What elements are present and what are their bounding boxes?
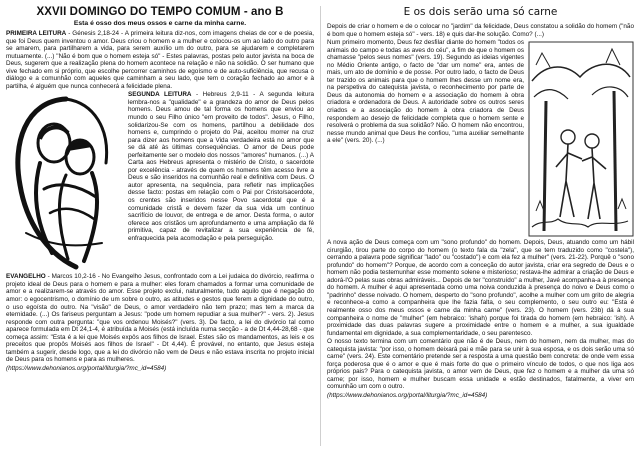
article-illustrated-block bbox=[327, 39, 634, 239]
couple-embrace-illustration bbox=[6, 93, 124, 271]
gospel-label: EVANGELHO bbox=[6, 273, 46, 281]
readings-block bbox=[6, 30, 314, 273]
article-title: E os dois serão uma só carne bbox=[403, 6, 558, 18]
second-reading-text: - Hebreus 2,9-11 - A segunda leitura lembra-nos a "qualidade" e a grandeza do amor de Deus pelos homens. Deus amou de tal forma os homens que enviou ao mundo o seu Filho único "em proveito de todos". Jesus, o Filho, solidarizou-Se com os homens, partilhou a debilidade dos homens e, cumprindo o projeto do Pai, aceitou morrer na cruz para dizer aos homens que a Vida verdadeira está no amor que se dá até às últimas consequências. O amor de Deus pode perfeitamente ser o modelo dos nossos "amores" humanos. (...) A Carta aos Hebreus apresenta o mistério de Cristo, o sacerdote por excelência - através de quem os homens têm acesso livre a Deus e são inseridos na comunhão real e definitiva com Deus. O autor apresenta, na sequência, para refletir nas implicações desse facto: postas em relação com o Pai por Cristo/sacerdote, os crentes são inseridos nesse Povo sacerdotal que é a comunidade cristã e devem fazer da sua vida um contínuo sacrifício de louvor, de entrega e de amor. Desta forma, o autor oferece aos cristãos um aprofundamento e uma ampliação da fé primitiva, capaz de revitalizar a sua experiência de fé, enfraquecida pela acomodação e pela perseguição. bbox=[128, 91, 314, 242]
left-source-link[interactable]: (https://www.dehonianos.org/portal/liturgia/?mc_id=4584) bbox=[6, 364, 167, 372]
left-column bbox=[6, 6, 314, 373]
second-reading-label: SEGUNDA LEITURA bbox=[128, 91, 192, 99]
gospel bbox=[6, 273, 314, 364]
page-subtitle: Esta é osso dos meus ossos e carne da minha carne. bbox=[73, 20, 247, 27]
article-paragraph-3: A nova ação de Deus começa com um "sono profundo" do homem. Depois, Deus, atuando como um hábil cirurgião, tirou parte do corpo do homem (o texto fala da "zela", que se tem traduzido como "costela"), cerrando a palavra pode significar "lado" ou "costado") e com ela fez a mulher" (vers. 21-22). Porquê o "sono profundo" do homem"? Porque, de acordo com a conceção do autor javista, criar era segredo de Deus e o homem não podia testemunhar esse momento solene e misterioso; restava-lhe admirar a criação de Deus e adorá-l'O pelas suas obras admiráveis... Depois de ter "construído" a mulher, Javé acompanha-a à presença do homem. A mulher é aqui apresentada como uma noiva conduzida à presença do noivo e Deus como o "padrinho" desse noivado. O homem, desperto do "sono profundo", acolhe a mulher com um grito de alegria e reconhece-a como a companheira que lhe fazia falta, o seu complemento, o seu outro eu: "Esta é realmente osso dos meus ossos e carne da minha carne" (vers. 23). O homem (vers. 23b) dá à sua companheira o nome de "mulher" (em hebraico: 'ishah) porque foi tirada do homem (em hebraico: 'ish). A proximidade das duas palavras sugere a proximidade entre o homem e a mulher, a sua igualdade fundamental em dignidade, a sua complementaridade, o seu parentesco. bbox=[327, 239, 634, 337]
page-title: XXVII DOMINGO DO TEMPO COMUM - ano B bbox=[36, 6, 284, 18]
article-paragraph-1: Depois de criar o homem e de o colocar no "jardim" da felicidade, Deus constatou a solidão do homem ("não é bom que o homem esteja só" - vers. 18) e quis dar-lhe solução. Como? (...) bbox=[327, 23, 634, 38]
garden-of-eden-illustration bbox=[528, 41, 634, 237]
first-reading-label: PRIMEIRA LEITURA bbox=[6, 30, 67, 37]
right-source-link[interactable]: (https://www.dehonianos.org/portal/liturgia/?mc_id=4584) bbox=[327, 392, 488, 400]
column-divider bbox=[320, 6, 321, 446]
article-paragraph-4: O nosso texto termina com um comentário que não é de Deus, nem do homem, nem da mulher, mas do catequista javista: "por isso, o homem deixará pai e mãe para se unir à sua esposa, e os dois serão uma só carne" (vers. 24). Este comentário pretende ser a resposta a uma questão bem concreta: de onde vem essa força poderosa que é o amor e que é mais forte do que o primeiro vínculo de todos, o que nos liga aos próprios pais? Para o catequista javista, o amor vem de Deus, que fez o homem e a mulher da uma só carne; por isso, homem e mulher buscam essa unidade e estão destinados, fatalmente, a viver em comunhão um com o outro. bbox=[327, 338, 634, 391]
right-column bbox=[327, 6, 634, 401]
gospel-text: - Marcos 10,2-16 - No Evangelho Jesus, confrontado com a Lei judaica do divórcio, reafirma o projeto ideal de Deus para o homem e para a mulher: eles foram chamados a formar uma comunidade de amor e a realizarem-se através do amor. Esse projeto exclui, naturalmente, tudo aquilo que é negação do amor: o egocentrismo, o domínio de um sobre o outro, as atitudes e gestos que ferem a dignidade do outro, o uso egoísta do outro. Na "visão" de Deus, o amor verdadeiro não tem prazo; mas tem a marca da eternidade. (...) Os fariseus perguntam a Jesus: "pode um homem repudiar a sua mulher?" - vers. 2). Jesus responde com outra pergunta: "que vos ordenou Moisés?" (vers. 3). De facto, a lei do divórcio tal como aparece formulada em Dt 24,1-4, é atribuída a Moisés (está incluída numa secção - a de Dt 4,44-28,68 - que começa assim: "Esta é a lei que Moisés expôs aos filhos de Israel. Estes são os mandamentos, as leis e os preceitos que propôs Moisés aos filhos de Israel" - Dt 4,44). É provável, no entanto, que Jesus esteja também a sugerir, desde logo, que a lei do divórcio não vem de Deus e não estava inscrita no projeto inicial de Deus para os homens e para as mulheres. bbox=[6, 273, 314, 364]
article-paragraph-2: Num primeiro momento, Deus fez desfilar diante do homem "todos os animais do campo e todas as aves do céu", a fim de que o homem os chamasse "pelos seus nomes" (vers. 19). Segundo as ideias vigentes no Médio Oriente antigo, o facto de "dar um nome" era, antes de mais, um ato de domínio e de posse. Por outro lado, o facto de Deus ter trazido os animais para que o homem lhes desse um nome era, na perspetiva do catequista javista, o reconhecimento por parte de Deus da autonomia do homem e a associação do homem à obra criadora e ordenadora de Deus. A autoridade sobre os outros seres criados e a associação do homem à obra criadora de Deus respondem ao desejo de felicidade completa que o homem sente e resolverá o problema da sua solidão? Não. O homem não encontrou, nesse mundo animal que Deus lhe confiou, "uma auxiliar semelhante a ele" (vers. 20). (...) bbox=[327, 39, 524, 145]
first-reading bbox=[6, 30, 314, 90]
first-reading-text: - Génesis 2,18-24 - A primeira leitura diz-nos, com imagens cheias de cor e de poesia, que foi Deus quem inventou o amor. Deus criou o homem e a mulher e colocou-os um ao lado do outro para se amarem, para partilharem a vida, para serem auxílio um do outro, para se ajudarem e completarem mutuamente. (...) "Não é bom que o homem esteja só" - Estes palavras, postas pelo autor javista na boca de Deus, sugerem que a realização plena do homem acontece na relação e não na solidão. O ser humano que vive fechado em si próprio, que escolhe percorrer caminhos de egoísmo e de auto-suficiência, que recusa o diálogo e a comunhão com aqueles que caminham a seu lado, que tem o coração fechado ao amor e à partilha, é alguém que nunca conhecerá a felicidade plena. bbox=[6, 30, 315, 90]
